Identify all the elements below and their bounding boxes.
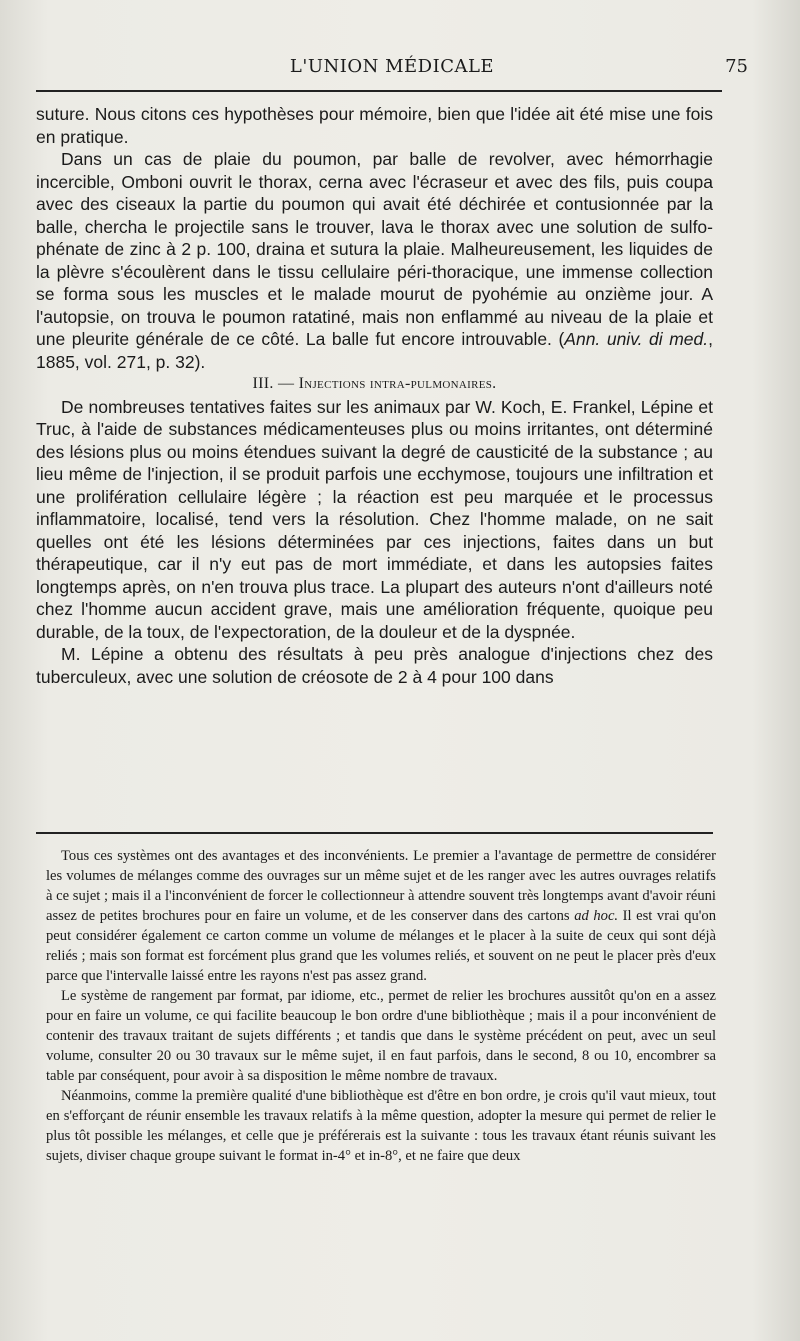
footnote-text-end: Il est vrai qu'on peut considérer également ce carton comme un volume de mélanges et le placer à la suite de ceux qui sont déjà reliés ; mais son format est forcément plus grand que les volumes reliés, et souvent on ne peut le placer près d'eux parce que l'intervalle laissé entre les rayons n'est pas assez grand. — [46, 908, 716, 984]
footnote-paragraph-1 — [46, 846, 716, 986]
section-number: III. — — [252, 375, 295, 392]
omboni-case-text: Dans un cas de plaie du poumon, par balle de revolver, avec hémorrhagie incercible, Omboni ouvrit le thorax, cerna avec l'écraseur et avec des fils, puis coupa avec des ciseaux la partie du poumon qui avait été déchirée et contusionnée par la balle, chercha le projectile sans le trouver, lava le thorax avec une solution de sulfo-phénate de zinc à 2 p. 100, draina et sutura la plaie. Malheureusement, les liquides de la plèvre s'écoulèrent dans le tissu cellulaire péri-thoracique, une immense collection se forma sous les muscles et le malade mourut de pyohémie au onzième jour. A l'autopsie, on trouva le poumon ratatiné, mais non enflammé au niveau de la plaie et une pleurite générale de ce côté. La balle fut encore introuvable. — [36, 149, 713, 349]
section-heading — [36, 373, 713, 396]
citation-details: , 1885, vol. 271, p. 32). — [36, 329, 713, 372]
footnote-text-start: Tous ces systèmes ont des avantages et des inconvénients. Le premier a l'avantage de permettre de considérer les volumes de mélanges comme des ouvrages sur un même sujet et de les ranger avec les autres ouvrages relatifs à ce sujet ; mais il a l'inconvénient de forcer le collectionneur à attendre souvent très longtemps avant d'avoir réuni assez de petites brochures pour en faire un volume, et de les conserver dans des cartons — [46, 848, 716, 924]
footnote — [46, 846, 716, 1166]
footnote-rule — [36, 832, 713, 834]
page-number: 75 — [725, 56, 748, 77]
header-rule — [36, 90, 722, 92]
page-header — [36, 56, 748, 80]
section-title: Injections intra-pulmonaires. — [298, 375, 497, 392]
paragraph-suture: suture. Nous citons ces hypothèses pour mémoire, bien que l'idée ait été mise une fois en pratique. — [36, 104, 713, 147]
paragraph-animal-trials: De nombreuses tentatives faites sur les animaux par W. Koch, E. Frankel, Lépine et Truc, à l'aide de substances médicamenteuses plus ou moins irritantes, ont déterminé des lésions plus ou moins étendues suivant la degré de causticité de la substance ; au lieu même de l'injection, il se produit parfois une ecchymose, toujours une infiltration et une prolifération cellulaire légère ; la réaction est peu marquée et le processus inflammatoire, localisé, tend vers la résolution. Chez l'homme malade, on ne sait quelles ont été les lésions déterminées par ces injections, faites dans un but thérapeutique, car il n'y eut pas de mort immédiate, et dans les autopsies faites longtemps après, on n'en trouva plus trace. La plupart des auteurs n'ont d'ailleurs noté chez l'homme aucun accident grave, mais une amélioration fréquente, quoique peu durable, de la toux, de l'expectoration, de la douleur et de la dyspnée. — [36, 396, 713, 642]
main-text — [36, 103, 713, 688]
running-title: L'UNION MÉDICALE — [289, 56, 495, 77]
footnote-paragraph-3: Néanmoins, comme la première qualité d'une bibliothèque est d'être en bon ordre, je crois qu'il vaut mieux, tout en s'efforçant de réunir ensemble les travaux relatifs à la même question, adopter la mesure qui permet de relier le plus tôt possible les mélanges, et celle que je préférerais est la suivante : tous les travaux étant réunis suivant les sujets, diviser chaque groupe suivant le format in-4° et in-8°, et ne faire que deux — [46, 1088, 716, 1164]
citation-source: Ann. univ. di med. — [564, 329, 709, 349]
footnote-italic: ad hoc. — [574, 908, 619, 924]
paragraph-omboni-case: Dans un cas de plaie du poumon, par balle de revolver, avec hémorrhagie incercible, Omboni ouvrit le thorax, cerna avec l'écraseur et avec des fils, puis coupa avec des ciseaux la partie du poumon qui avait été déchirée et contusionnée par la balle, chercha le projectile sans le trouver, lava le thorax avec une solution de sulfo-phénate de zinc à 2 p. 100, draina et sutura la plaie. Malheureusement, les liquides de la plèvre s'écoulèrent dans le tissu cellulaire péri-thoracique, une immense collection se forma sous les muscles et le malade mourut de pyohémie au onzième jour. A l'autopsie, on trouva le poumon ratatiné, mais non enflammé au niveau de la plaie et une pleurite générale de ce côté. La balle fut encore introuvable. (Ann. univ. di med., 1885, vol. 271, p. 32). — [36, 149, 713, 372]
paragraph-lepine-creosote: M. Lépine a obtenu des résultats à peu près analogue d'injections chez des tuberculeux, avec une solution de créosote de 2 à 4 pour 100 dans — [36, 644, 713, 687]
footnote-paragraph-2: Le système de rangement par format, par idiome, etc., permet de relier les brochures aussitôt qu'on en a assez pour en faire un volume, ce qui facilite beaucoup le bon ordre d'une bibliothèque ; mais il a pour inconvénient de contenir des travaux traitant de sujets différents ; et tandis que dans le système précédent on peut, avec un seul volume, consulter 20 ou 30 travaux sur le même sujet, il en faut parfois, dans le second, 8 ou 10, encombrer sa table par conséquent, pour avoir à sa disposition le même nombre de travaux. — [46, 988, 716, 1084]
